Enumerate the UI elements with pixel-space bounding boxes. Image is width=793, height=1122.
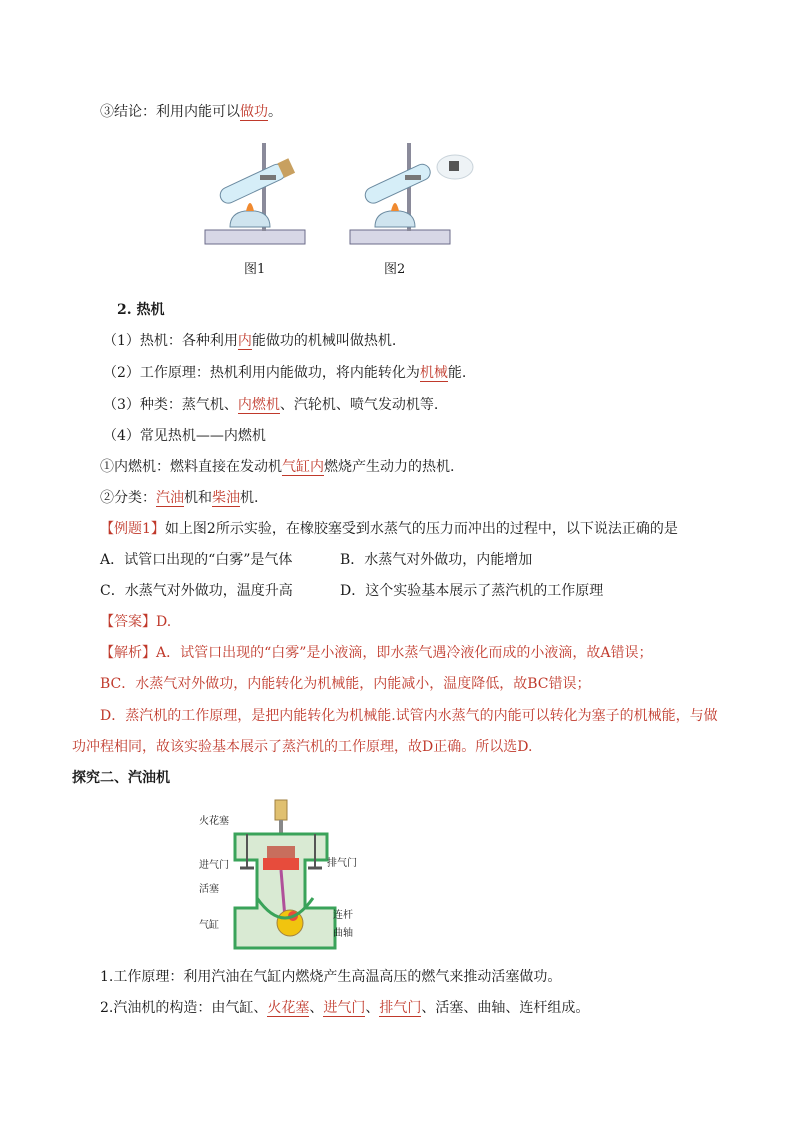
label-connecting-rod: 连杆 (333, 910, 353, 921)
figure-1-caption: 图1 (244, 262, 266, 277)
keyword: 汽油 (156, 490, 184, 506)
keyword: 机械 (419, 365, 448, 381)
analysis-line: 【解析】A．试管口出现的“白雾”是小液滴，即水蒸气遇冷液化而成的小液滴，故A错误； (100, 645, 653, 661)
analysis-line: 功冲程相同，故该实验基本展示了蒸汽机的工作原理，故D正确。所以选D. (72, 739, 533, 755)
answer-line: 【答案】D. (100, 614, 172, 630)
paragraph: （4）常见热机——内燃机 (103, 428, 266, 444)
paragraph: （1）热机：各种利用内能做功的机械叫做热机. (103, 333, 397, 349)
example-question: 【例题1】如上图2所示实验，在橡胶塞受到水蒸气的压力而冲出的过程中，以下说法正确的是 (100, 521, 678, 537)
analysis-line: D．蒸汽机的工作原理，是把内能转化为机械能.试管内水蒸气的内能可以转化为塞子的机械能，与做 (100, 708, 718, 724)
keyword: 排气门 (379, 1000, 422, 1016)
example-tag: 【例题1】 (100, 521, 165, 537)
label-exhaust-valve: 排气门 (327, 858, 357, 869)
analysis-line: BC．水蒸气对外做功，内能转化为机械能，内能减小，温度降低，故BC错误； (100, 676, 591, 692)
paragraph: （3）种类：蒸气机、内燃机、汽轮机、喷气发动机等. (103, 397, 439, 413)
keyword: 内燃机 (237, 397, 280, 413)
figure-2-caption: 图2 (384, 262, 406, 277)
keyword: 进气门 (323, 1000, 366, 1016)
section-heading: 探究二、汽油机 (72, 770, 170, 786)
paragraph: 2.汽油机的构造：由气缸、火花塞、进气门、排气门、活塞、曲轴、连杆组成。 (100, 1000, 590, 1016)
label-crankshaft: 曲轴 (333, 928, 353, 939)
keyword: 火花塞 (267, 1000, 310, 1016)
paragraph: 1.工作原理：利用汽油在气缸内燃烧产生高温高压的燃气来推动活塞做功。 (100, 969, 562, 985)
keyword: 内 (237, 333, 252, 349)
label-cylinder: 气缸 (199, 920, 219, 931)
option-a: A．试管口出现的“白雾”是气体 (100, 552, 293, 568)
option-d: D．这个实验基本展示了蒸汽机的工作原理 (340, 583, 604, 599)
keyword: 柴油 (212, 490, 240, 506)
section-heading: 2. 热机 (117, 302, 165, 318)
option-c: C．水蒸气对外做功，温度升高 (100, 583, 293, 599)
conclusion-line: ③结论：利用内能可以做功。 (100, 104, 282, 120)
option-b: B．水蒸气对外做功，内能增加 (340, 552, 533, 568)
gasoline-engine-diagram (195, 798, 375, 958)
paragraph: ②分类：汽油机和柴油机. (100, 490, 259, 506)
label-piston: 活塞 (199, 884, 219, 895)
paragraph: ①内燃机：燃料直接在发动机气缸内燃烧产生动力的热机. (100, 459, 455, 475)
label-spark-plug: 火花塞 (199, 816, 229, 827)
keyword: 做功 (240, 104, 268, 120)
label-intake-valve: 进气门 (199, 860, 229, 871)
paragraph: （2）工作原理：热机利用内能做功，将内能转化为机械能. (103, 365, 467, 381)
figure-1-apparatus (200, 135, 320, 255)
keyword: 气缸内 (282, 459, 324, 475)
figure-2-apparatus (345, 135, 485, 255)
